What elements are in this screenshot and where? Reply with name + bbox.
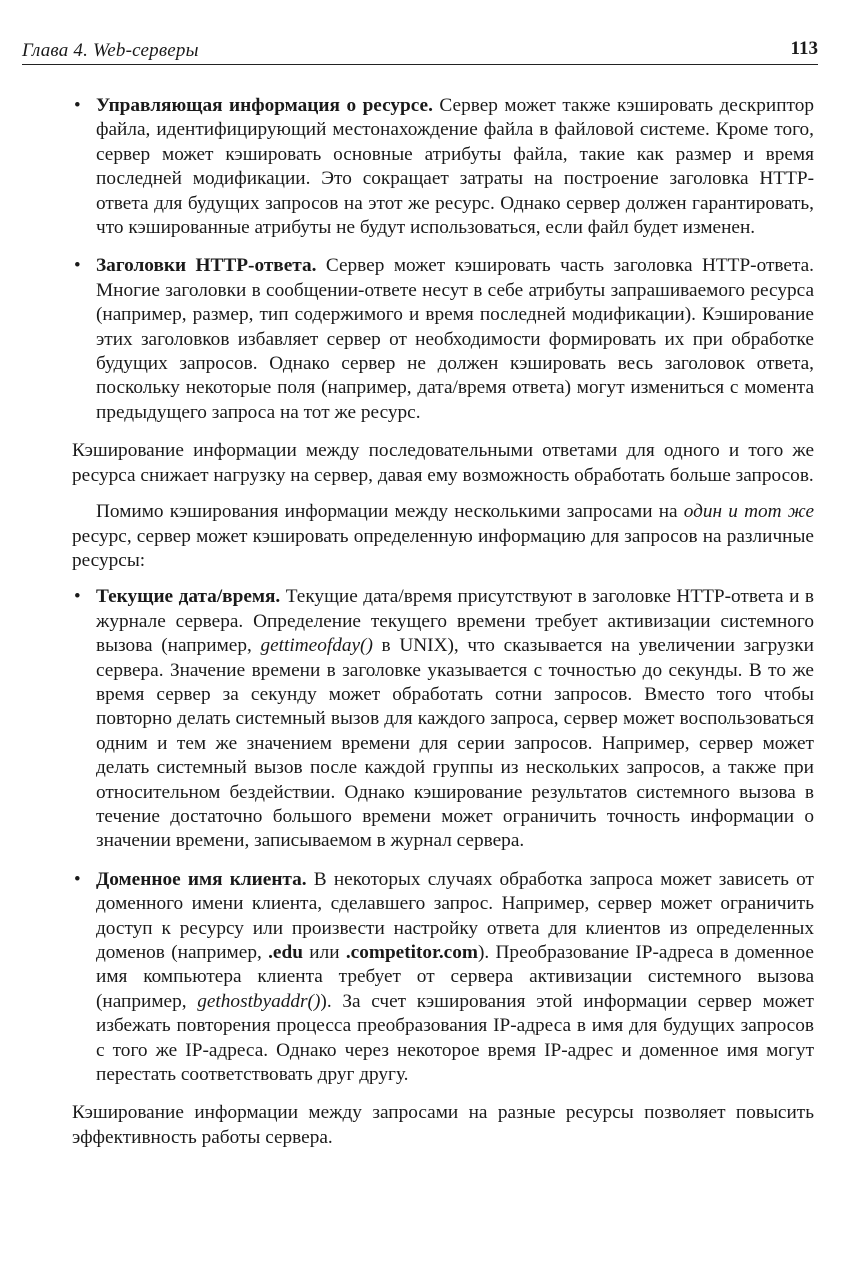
bullet-icon: • <box>74 868 81 890</box>
bullet-text: или <box>302 942 346 963</box>
domain-name: .edu <box>268 942 303 963</box>
paragraph: Кэширование информации между последовательными ответами для одного и того же ресурса снижает нагрузку на сервер, давая ему возможность обработать больше запросов. <box>72 440 814 486</box>
list-item <box>74 868 814 1088</box>
list-item <box>74 585 814 853</box>
list-item <box>74 254 814 425</box>
bullet-term: Управляющая информация о ресурсе. <box>96 95 433 116</box>
paragraph: Кэширование информации между запросами на разные ресурсы позволяет повысить эффективность работы сервера. <box>72 1102 814 1148</box>
list-item <box>74 94 814 240</box>
bullet-term: Доменное имя клиента. <box>96 868 307 890</box>
bullet-list-cached-cross-request-info <box>72 585 814 1087</box>
paragraph-text: Помимо кэширования информации между несколькими запросами на <box>96 501 684 523</box>
bullet-icon: • <box>74 586 81 608</box>
bullet-list-cached-resource-info <box>72 94 814 425</box>
bullet-term: Текущие дата/время. <box>96 586 281 608</box>
running-header <box>22 38 818 65</box>
bullet-icon: • <box>74 255 81 277</box>
paragraph <box>72 500 814 573</box>
emphasis-text: один и тот же <box>683 501 814 523</box>
function-name: gettimeofday() <box>260 635 373 657</box>
bullet-text: в UNIX), что сказывается на увеличении загрузки сервера. Значение времени в заголовке указывается с точностью до секунды. В то же время сервер за секунду может обработать сотни запросов. Вместо того чтобы повторно делать системный вызов для каждого запроса, сервер может воспользоваться одним и тем же значением времени для серии запросов. Например, сервер может делать системный вызов после каждой группы из нескольких запросов, а также при относительном бездействии. Однако кэширование результатов системного вызова в течение достаточно большого времени может ограничить точность информации о значении времени, записываемом в журнал сервера. <box>96 635 814 852</box>
domain-name: .competitor.com <box>345 942 478 963</box>
bullet-text: ). За счет кэширования этой информации сервер может избежать повторения процесса преобразования IP-адреса в имя для будущих запросов с того же IP-адреса. Однако через некоторое время IP-адрес и доменное имя могут перестать соответствовать друг другу. <box>96 990 814 1086</box>
function-name: gethostbyaddr() <box>197 990 321 1012</box>
bullet-text: Сервер может кэшировать часть заголовка HTTP-ответа. Многие заголовки в сообщении-ответе несут в себе атрибуты запрашиваемого ресурса (например, размер, тип содержимого и время последней модификации). Кэширование этих заголовков избавляет сервер от необходимости формировать их при обработке будущих запросов. Однако сервер не должен кэшировать весь заголовок ответа, поскольку некоторые поля (например, дата/время ответа) могут измениться с момента предыдущего запроса на тот же ресурс. <box>96 255 814 423</box>
bullet-text: Сервер может также кэшировать дескриптор файла, идентифицирующий местонахождение файла в файловой системе. Кроме того, сервер может кэшировать основные атрибуты файла, такие как размер и время последней модификации. Это сокращает затраты на построение заголовка HTTP-ответа для будущих запросов на этот же ресурс. Однако сервер должен гарантировать, что кэшированные атрибуты не будут использоваться, если файл будет изменен. <box>96 95 814 239</box>
bullet-term: Заголовки HTTP-ответа. <box>96 255 317 277</box>
bullet-text: Текущие дата/время присутствуют в заголовке HTTP-ответа и в журнале сервера. Определение текущего времени требует активизации системного вызова (например, <box>96 586 814 657</box>
bullet-text: В некоторых случаях обработка запроса может зависеть от доменного имени клиента, сделавшего запрос. Например, сервер может ограничить доступ к ресурсу или произвести настройку ответа для клиентов из определенных доменов (например, <box>96 868 814 963</box>
paragraph-text: ресурс, сервер может кэшировать определенную информацию для запросов на различные ресурсы: <box>72 525 814 571</box>
body-text <box>72 94 814 1162</box>
bullet-text: ). Преобразование IP-адреса в доменное имя компьютера клиента требует от сервера активизации системного вызова (например, <box>96 942 814 1012</box>
bullet-icon: • <box>74 95 81 116</box>
page-number: 113 <box>790 38 818 59</box>
chapter-title: Глава 4. Web-серверы <box>22 40 199 61</box>
